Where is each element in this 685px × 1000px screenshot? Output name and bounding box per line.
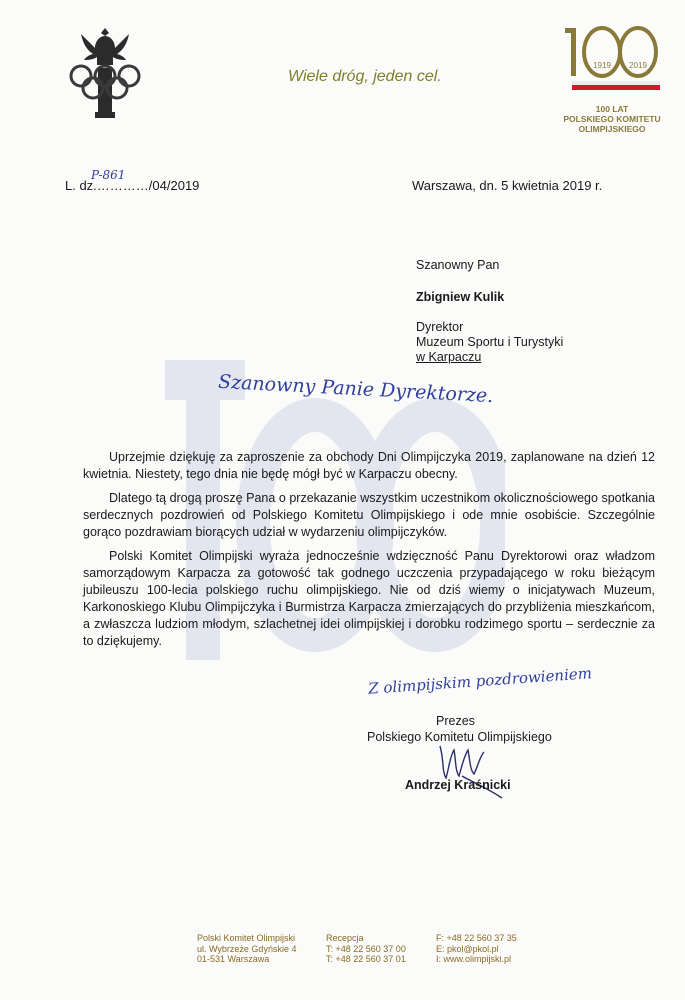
centenary-label-2: POLSKIEGO KOMITETU xyxy=(563,114,661,124)
body-paragraph: Polski Komitet Olimpijski wyraża jednocześnie wdzięczność Panu Dyrektorowi oraz władzom samorządowym Karpacza za gotowość tak godnego uczczenia przypadającego w roku bieżącym jubileuszu 100-lecia polskiego ruchu olimpijskiego. Nie od dziś wiemy o inicjatywach Muzeum, Karkonoskiego Klubu Olimpijczyka i Burmistrza Karpacza zmierzających do przybliżenia mieszkańcom, a zwłaszcza ludziom młodym, szlachetnej idei olimpijskiej i dorobku rodzimego sportu – serdecznie za to dziękujemy. xyxy=(83,549,655,648)
reference-dots: ………… xyxy=(96,178,149,193)
pkol-eagle-rings-emblem xyxy=(62,24,148,124)
footer-address xyxy=(197,933,296,965)
dateline: Warszawa, dn. 5 kwietnia 2019 r. xyxy=(412,178,603,193)
footer-street: ul. Wybrzeże Gdyńskie 4 xyxy=(197,943,297,954)
footer-org: Polski Komitet Olimpijski xyxy=(197,933,296,943)
signatory-name: Andrzej Kraśnicki xyxy=(405,778,511,792)
footer-phone-1: T: +48 22 560 37 00 xyxy=(326,943,406,954)
year-start: 1919 xyxy=(593,61,611,70)
reference-suffix: /04/2019 xyxy=(148,178,200,193)
reference-handwritten-number: P-861 xyxy=(91,168,126,182)
recipient-name: Zbigniew Kulik xyxy=(416,290,505,304)
reference-number xyxy=(65,168,200,193)
handwritten-closing: Z olimpijskim pozdrowieniem xyxy=(367,664,593,698)
signatory-organization: Polskiego Komitetu Olimpijskiego xyxy=(367,730,552,744)
handwritten-greeting: Szanowny Panie Dyrektorze. xyxy=(217,370,494,408)
footer-postcode: 01-531 Warszawa xyxy=(197,954,270,964)
year-end: 2019 xyxy=(629,61,647,70)
centenary-label-3: OLIMPIJSKIEGO xyxy=(578,124,646,134)
recipient-institution: Muzeum Sportu i Turystyki xyxy=(416,335,564,349)
footer-website: I: www.olimpijski.pl xyxy=(436,954,512,964)
recipient-city: w Karpaczu xyxy=(416,350,482,364)
letter-body xyxy=(83,449,655,657)
footer-reception-label: Recepcja xyxy=(326,933,364,943)
body-paragraph: Uprzejmie dziękuję za zaproszenie za obchody Dni Olimpijczyka 2019, zaplanowane na dzień 12 kwietnia. Niestety, tego dnia nie będę mógł być w Karpaczu obecny. xyxy=(83,450,655,481)
body-paragraph: Dlatego tą drogą proszę Pana o przekazanie wszystkim uczestnikom okolicznościowego spotkania serdecznych pozdrowień od Polskiego Komitetu Olimpijskiego i ode mnie osobiście. Szczególnie gorąco pozdrawiam biorących udział w wydarzeniu olimpijczyków. xyxy=(83,491,655,539)
footer-phone-2: T: +48 22 560 37 01 xyxy=(326,954,406,964)
recipient-title: Dyrektor xyxy=(416,320,464,334)
reference-prefix: L. dz. xyxy=(65,178,97,193)
footer-reception xyxy=(326,933,406,965)
centenary-logo xyxy=(562,18,662,134)
motto: Wiele dróg, jeden cel. xyxy=(288,68,442,85)
centenary-100-mark xyxy=(562,18,662,90)
recipient-salutation: Szanowny Pan xyxy=(416,258,500,272)
centenary-label-1: 100 LAT xyxy=(595,104,629,114)
footer-contact xyxy=(436,933,517,965)
signatory-title: Prezes xyxy=(436,714,475,728)
footer-fax: F: +48 22 560 37 35 xyxy=(436,933,517,943)
footer-email: E: pkol@pkol.pl xyxy=(436,943,499,954)
